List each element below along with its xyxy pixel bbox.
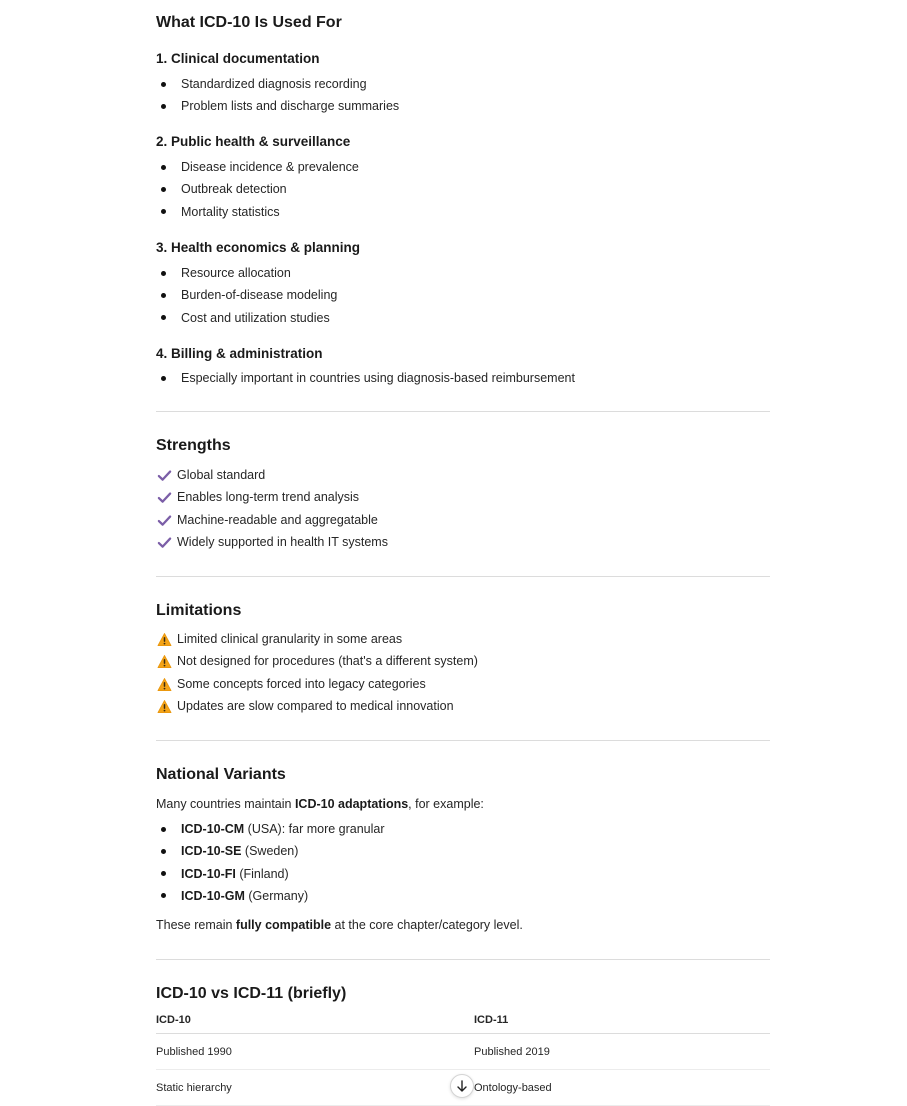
table-row (156, 1034, 770, 1070)
bullet-list-clinical (156, 73, 399, 118)
list-item: Especially important in countries using diagnosis-based reimbursement (156, 367, 575, 389)
check-icon (157, 490, 172, 505)
list-item: Standardized diagnosis recording (156, 73, 399, 95)
bullet-dot (161, 209, 166, 214)
section-title-uses: What ICD-10 Is Used For (156, 14, 342, 31)
subheading-public-health: 2. Public health & surveillance (156, 134, 351, 149)
list-item: Disease incidence & prevalence (156, 156, 359, 178)
section-divider (156, 959, 770, 960)
list-item: Resource allocation (156, 262, 337, 284)
column-header-icd11: ICD-11 (474, 1006, 770, 1034)
bullet-list-health-economics (156, 262, 337, 329)
bullet-dot (161, 104, 166, 109)
variants-list (156, 818, 385, 907)
table-cell: Ontology-based (474, 1070, 770, 1106)
check-icon (157, 513, 172, 528)
list-item: Burden-of-disease modeling (156, 284, 337, 306)
section-title-strengths: Strengths (156, 437, 231, 454)
bullet-dot (161, 82, 166, 87)
section-title-limitations: Limitations (156, 602, 242, 619)
bullet-dot (161, 271, 166, 276)
warning-icon (157, 632, 172, 647)
subheading-health-economics: 3. Health economics & planning (156, 240, 361, 255)
list-item: Limited clinical granularity in some areas (156, 628, 478, 650)
check-icon (157, 468, 172, 483)
bullet-dot (161, 893, 166, 898)
bullet-dot (161, 827, 166, 832)
list-item: Not designed for procedures (that's a different system) (156, 650, 478, 672)
strengths-list (156, 464, 388, 553)
bullet-list-billing (156, 367, 575, 389)
bullet-dot (161, 293, 166, 298)
subheading-billing: 4. Billing & administration (156, 346, 323, 361)
section-divider (156, 576, 770, 577)
table-header-row (156, 1006, 770, 1034)
subheading-clinical-documentation: 1. Clinical documentation (156, 51, 320, 66)
list-item: Machine-readable and aggregatable (156, 509, 388, 531)
bullet-dot (161, 871, 166, 876)
list-item: ICD-10-GM (Germany) (156, 885, 385, 907)
bullet-dot (161, 376, 166, 381)
section-divider (156, 740, 770, 741)
list-item: ICD-10-SE (Sweden) (156, 840, 385, 862)
warning-icon (157, 654, 172, 669)
list-item: Problem lists and discharge summaries (156, 95, 399, 117)
list-item: Global standard (156, 464, 388, 486)
check-icon (157, 535, 172, 550)
variants-outro: These remain fully compatible at the core chapter/category level. (156, 918, 523, 932)
list-item: ICD-10-CM (USA): far more granular (156, 818, 385, 840)
table-cell: Published 2019 (474, 1034, 770, 1070)
list-item: Cost and utilization studies (156, 307, 337, 329)
scroll-down-button[interactable] (450, 1074, 474, 1098)
arrow-down-icon (455, 1079, 469, 1093)
bullet-dot (161, 315, 166, 320)
list-item: Mortality statistics (156, 201, 359, 223)
table-cell: Static hierarchy (156, 1070, 474, 1106)
bullet-dot (161, 187, 166, 192)
warning-icon (157, 699, 172, 714)
list-item: Enables long-term trend analysis (156, 486, 388, 508)
limitations-list (156, 628, 478, 717)
bullet-list-public-health (156, 156, 359, 223)
section-divider (156, 411, 770, 412)
bullet-dot (161, 849, 166, 854)
bullet-dot (161, 165, 166, 170)
list-item: Outbreak detection (156, 178, 359, 200)
section-title-comparison: ICD-10 vs ICD-11 (briefly) (156, 985, 347, 1002)
list-item: ICD-10-FI (Finland) (156, 863, 385, 885)
variants-intro: Many countries maintain ICD-10 adaptations, for example: (156, 797, 484, 811)
section-title-national-variants: National Variants (156, 766, 286, 783)
warning-icon (157, 677, 172, 692)
list-item: Some concepts forced into legacy categories (156, 673, 478, 695)
list-item: Widely supported in health IT systems (156, 531, 388, 553)
column-header-icd10: ICD-10 (156, 1006, 474, 1034)
table-cell: Published 1990 (156, 1034, 474, 1070)
list-item: Updates are slow compared to medical innovation (156, 695, 478, 717)
